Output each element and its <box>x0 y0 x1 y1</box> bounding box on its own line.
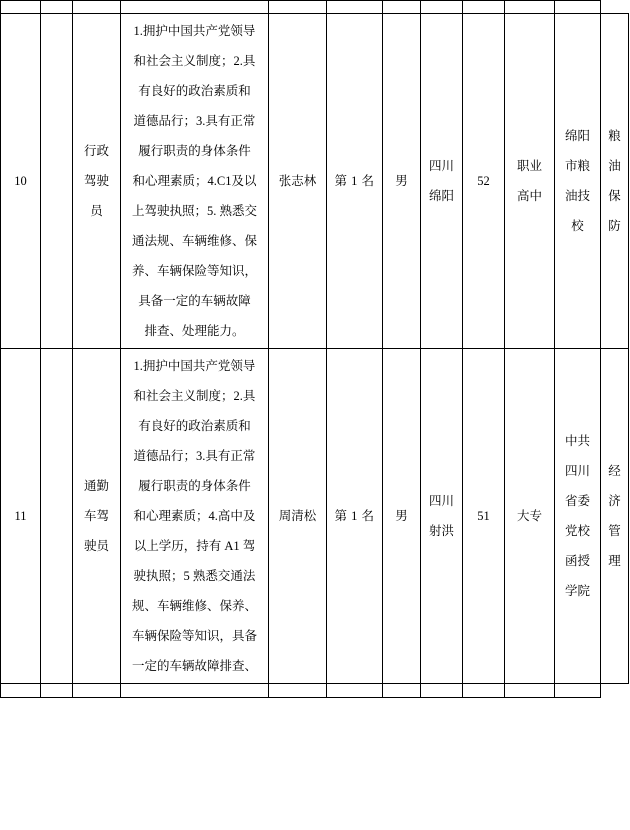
cell-major <box>601 14 629 349</box>
major-line: 保防 <box>608 189 621 233</box>
cell-origin <box>421 14 463 349</box>
major-line: 管理 <box>608 524 621 568</box>
cell-condition <box>121 349 269 684</box>
table-row-partial-top <box>1 1 629 14</box>
origin-line: 绵阳 <box>428 189 454 203</box>
cell-candidate-name: 周清松 <box>269 349 327 684</box>
school-line: 四川 <box>564 464 590 478</box>
post-line: 驶员 <box>83 539 109 553</box>
origin-line: 射洪 <box>428 524 454 538</box>
post-line: 员 <box>90 204 103 218</box>
education-line: 大专 <box>516 509 542 523</box>
table-row <box>1 14 629 349</box>
cell-school <box>555 349 601 684</box>
condition-line: 有良好的政治素质和 <box>138 419 251 433</box>
cell-school <box>555 14 601 349</box>
education-line: 职业 <box>516 159 542 173</box>
major-line: 经济 <box>608 464 621 508</box>
cell-condition-partial <box>121 684 269 698</box>
cell-rank: 第 1 名 <box>327 14 383 349</box>
cell-condition-partial <box>121 1 269 14</box>
condition-line: 履行职责的身体条件 <box>138 144 251 158</box>
school-line: 党校 <box>564 524 590 538</box>
cell-index: 10 <box>1 14 41 349</box>
cell-sex-partial <box>383 1 421 14</box>
cell-name-partial <box>269 684 327 698</box>
cell-score: 51 <box>463 349 505 684</box>
condition-line: 具备一定的车辆故障 <box>138 294 251 308</box>
condition-line: 和社会主义制度；2.具 <box>133 389 256 403</box>
school-line: 绵阳 <box>564 129 590 143</box>
cell-index-partial <box>1 1 41 14</box>
condition-line: 道德品行；3.具有正常 <box>133 114 256 128</box>
condition-line: 履行职责的身体条件 <box>138 479 251 493</box>
cell-blank-partial <box>41 1 73 14</box>
condition-line: 一定的车辆故障排查、 <box>131 659 257 673</box>
condition-line: 排查、处理能力。 <box>144 324 245 338</box>
cell-education-partial <box>463 684 505 698</box>
cell-blank <box>41 14 73 349</box>
cell-education <box>505 349 555 684</box>
post-line: 行政 <box>83 144 109 158</box>
origin-line: 四川 <box>428 494 454 508</box>
cell-origin <box>421 349 463 684</box>
cell-blank <box>41 349 73 684</box>
cell-sex: 男 <box>383 14 421 349</box>
education-line: 高中 <box>516 189 542 203</box>
cell-post <box>73 14 121 349</box>
cell-post-partial <box>73 684 121 698</box>
cell-blank-partial <box>41 684 73 698</box>
cell-post-partial <box>73 1 121 14</box>
cell-rank: 第 1 名 <box>327 349 383 684</box>
condition-line: 规、车辆维修、保养、 <box>131 599 257 613</box>
table-row <box>1 349 629 684</box>
cell-index-partial <box>1 684 41 698</box>
cell-score: 52 <box>463 14 505 349</box>
cell-education <box>505 14 555 349</box>
cell-sex-partial <box>383 684 421 698</box>
cell-school-partial <box>505 1 555 14</box>
school-line: 省委 <box>564 494 590 508</box>
cell-candidate-name: 张志林 <box>269 14 327 349</box>
cell-major <box>601 349 629 684</box>
school-line: 函授 <box>564 554 590 568</box>
cell-school-partial <box>505 684 555 698</box>
major-line: 粮油 <box>608 129 621 173</box>
cell-major-partial <box>555 1 601 14</box>
cell-post <box>73 349 121 684</box>
cell-index: 11 <box>1 349 41 684</box>
cell-name-partial <box>269 1 327 14</box>
post-line: 车驾 <box>83 509 109 523</box>
cell-sex: 男 <box>383 349 421 684</box>
cell-rank-partial <box>327 1 383 14</box>
condition-line: 上驾驶执照；5. 熟悉交 <box>131 204 257 218</box>
condition-line: 以上学历，持有 A1 驾 <box>133 539 256 553</box>
post-line: 通勤 <box>83 479 109 493</box>
cell-score-partial <box>421 684 463 698</box>
cell-major-partial <box>555 684 601 698</box>
condition-line: 驶执照；5 熟悉交通法 <box>133 569 256 583</box>
condition-line: 和社会主义制度；2.具 <box>133 54 256 68</box>
cell-score-partial <box>421 1 463 14</box>
condition-line: 养、车辆保险等知识， <box>131 264 257 278</box>
condition-line: 道德品行；3.具有正常 <box>133 449 256 463</box>
condition-line: 车辆保险等知识，具备 <box>131 629 257 643</box>
school-line: 油技 <box>564 189 590 203</box>
origin-line: 四川 <box>428 159 454 173</box>
cell-condition <box>121 14 269 349</box>
condition-line: 1.拥护中国共产党领导 <box>133 24 256 38</box>
post-line: 驾驶 <box>83 174 109 188</box>
cell-education-partial <box>463 1 505 14</box>
cell-rank-partial <box>327 684 383 698</box>
condition-line: 有良好的政治素质和 <box>138 84 251 98</box>
condition-line: 通法规、车辆维修、保 <box>131 234 257 248</box>
school-line: 市粮 <box>564 159 590 173</box>
school-line: 校 <box>571 219 584 233</box>
school-line: 学院 <box>564 584 590 598</box>
condition-line: 和心理素质；4.高中及 <box>133 509 256 523</box>
condition-line: 和心理素质；4.C1及以 <box>132 174 257 188</box>
condition-line: 1.拥护中国共产党领导 <box>133 359 256 373</box>
school-line: 中共 <box>564 434 590 448</box>
table-row-partial-bottom <box>1 684 629 698</box>
